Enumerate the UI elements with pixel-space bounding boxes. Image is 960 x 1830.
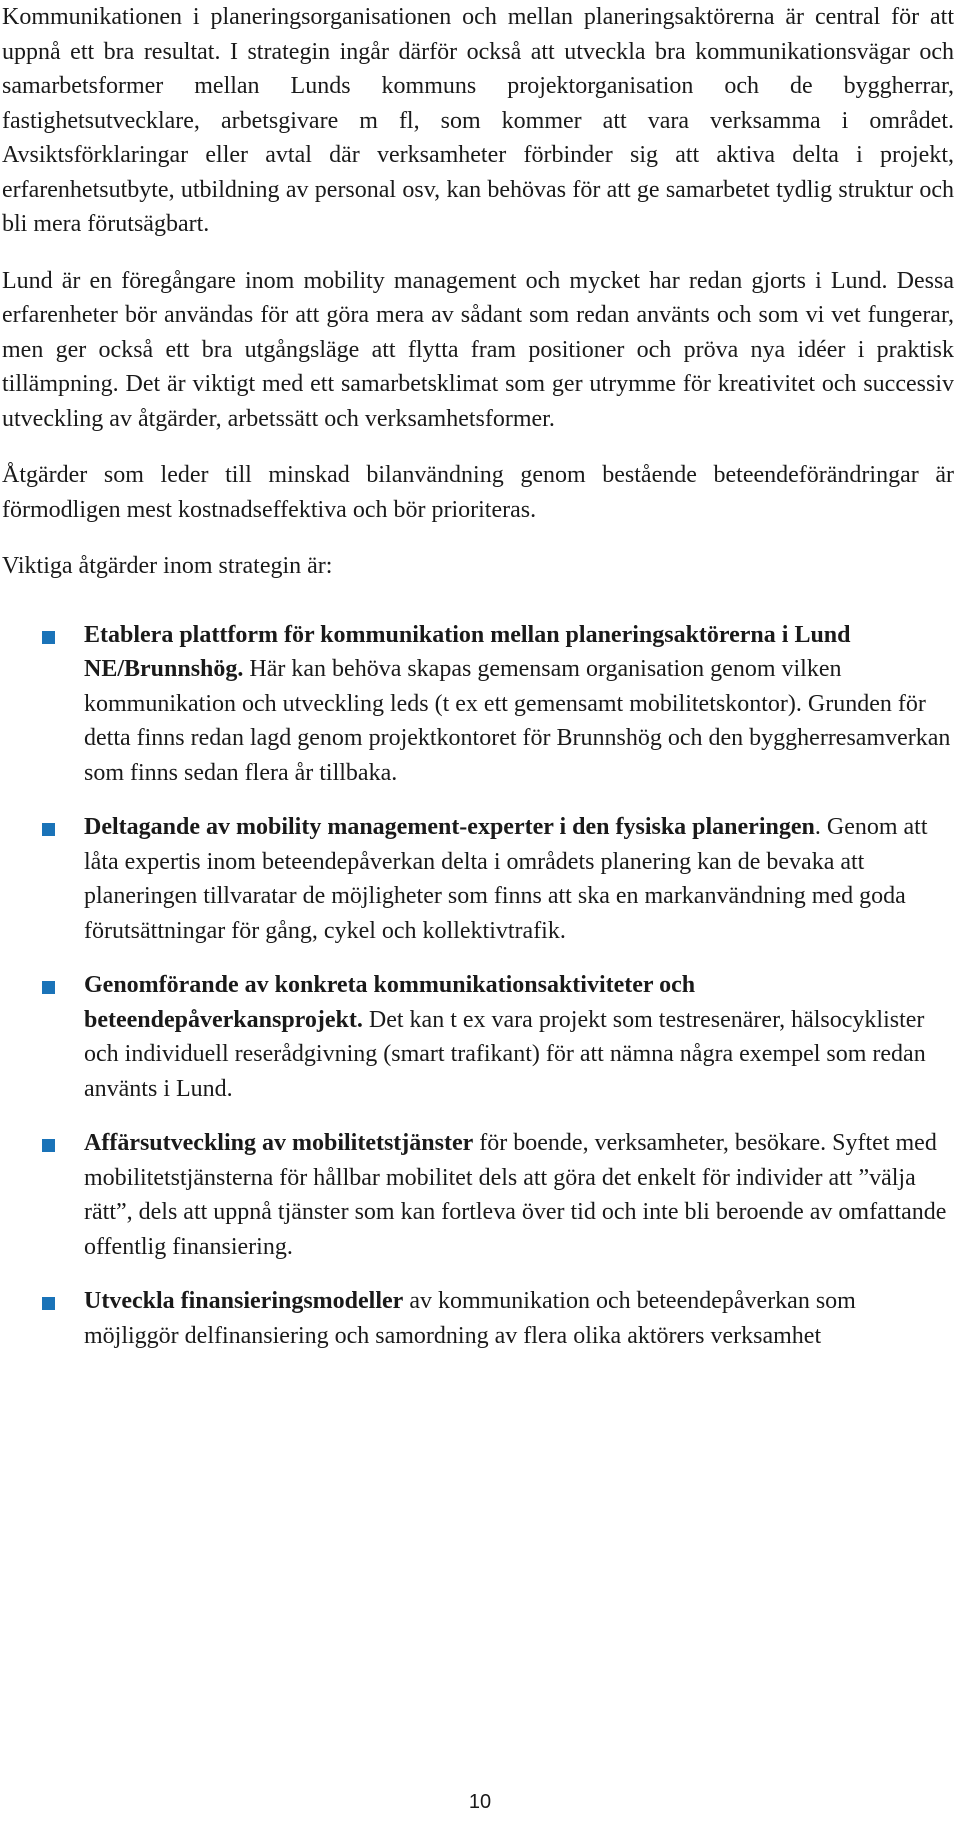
list-item-lead: Etablera plattform för kommunikation mellan planeringsaktörerna i Lund NE/Brunnshög.: [84, 621, 851, 682]
list-item: [2, 1126, 954, 1264]
list-item-text: Det kan t ex vara projekt som testresenärer, hälsocyklister och individuell reserådgivning (smart trafikant) för att nämna några exempel som redan använts i Lund.: [84, 1006, 926, 1102]
list-item-lead: Deltagande av mobility management-experter i den fysiska planeringen: [84, 814, 815, 840]
page-number: 10: [468, 1791, 492, 1813]
list-item-text: för boende, verksamheter, besökare. Syftet med mobilitetstjänsterna för hållbar mobilitet dels att göra det enkelt för individer att ”välja rätt”, dels att uppnå tjänster som kan fortleva över tid och inte bli beroende av omfattande offentlig finansiering.: [84, 1130, 947, 1260]
square-bullet-icon: [42, 1297, 55, 1310]
square-bullet-icon: [42, 823, 55, 836]
list-item: [2, 618, 954, 791]
list-item: [2, 810, 954, 948]
paragraph-measures-priority: Åtgärder som leder till minskad bilanvändning genom bestående beteendeförändringar är förmodligen mest kostnadseffektiva och bör prioriteras.: [2, 462, 954, 523]
paragraph-lund-forerunner: Lund är en föregångare inom mobility management och mycket har redan gjorts i Lund. Dessa erfarenheter bör användas för att göra mera av sådant som redan använts och som vi vet fungerar, men ger också ett bra utgångsläge att flytta fram positioner och pröva nya idéer i praktisk tillämpning. Det är viktigt med ett samarbetsklimat som ger utrymme för kreativitet och successiv utveckling av åtgärder, arbetssätt och verksamhetsformer.: [2, 267, 954, 432]
paragraph-communication: Kommunikationen i planeringsorganisationen och mellan planeringsaktörerna är central för att uppnå ett bra resultat. I strategin ingår därför också att utveckla bra kommunikationsvägar och samarbetsformer mellan Lunds kommuns projektorganisation och de byggherrar, fastighetsutvecklare, arbetsgivare m fl, som kommer att vara verksamma i området. Avsiktsförklaringar eller avtal där verksamheter förbinder sig att aktiva delta i projekt, erfarenhetsutbyte, utbildning av personal osv, kan behövas för att ge samarbetet tydlig struktur och bli mera förutsägbart.: [2, 4, 954, 237]
document-page: [2, 0, 954, 1373]
list-item-lead: Affärsutveckling av mobilitetstjänster: [84, 1130, 474, 1156]
list-item-text: av kommunikation och beteendepåverkan som möjliggör delfinansiering och samordning av flera olika aktörers verksamhet: [84, 1288, 856, 1349]
list-item-lead: Utveckla finansieringsmodeller: [84, 1288, 404, 1314]
square-bullet-icon: [42, 981, 55, 994]
measures-list: [2, 618, 954, 1354]
list-item-text: . Genom att låta expertis inom beteendepåverkan delta i områdets planering kan de bevaka att planeringen tillvaratar de möjligheter som finns att ska en markanvändning med goda förutsättningar för gång, cykel och kollektivtrafik.: [84, 814, 928, 944]
list-item: [2, 1284, 954, 1353]
list-item-text: Här kan behöva skapas gemensam organisation genom vilken kommunikation och utveckling leds (t ex ett gemensamt mobilitetskontor). Grunden för detta finns redan lagd genom projektkontoret för Brunnshög och den byggherresamverkan som finns sedan flera år tillbaka.: [84, 656, 951, 786]
square-bullet-icon: [42, 1139, 55, 1152]
square-bullet-icon: [42, 631, 55, 644]
list-item-lead: Genomförande av konkreta kommunikationsaktiviteter och beteendepåverkansprojekt.: [84, 972, 696, 1033]
paragraph-important-measures-intro: Viktiga åtgärder inom strategin är:: [2, 553, 333, 579]
list-item: [2, 968, 954, 1106]
